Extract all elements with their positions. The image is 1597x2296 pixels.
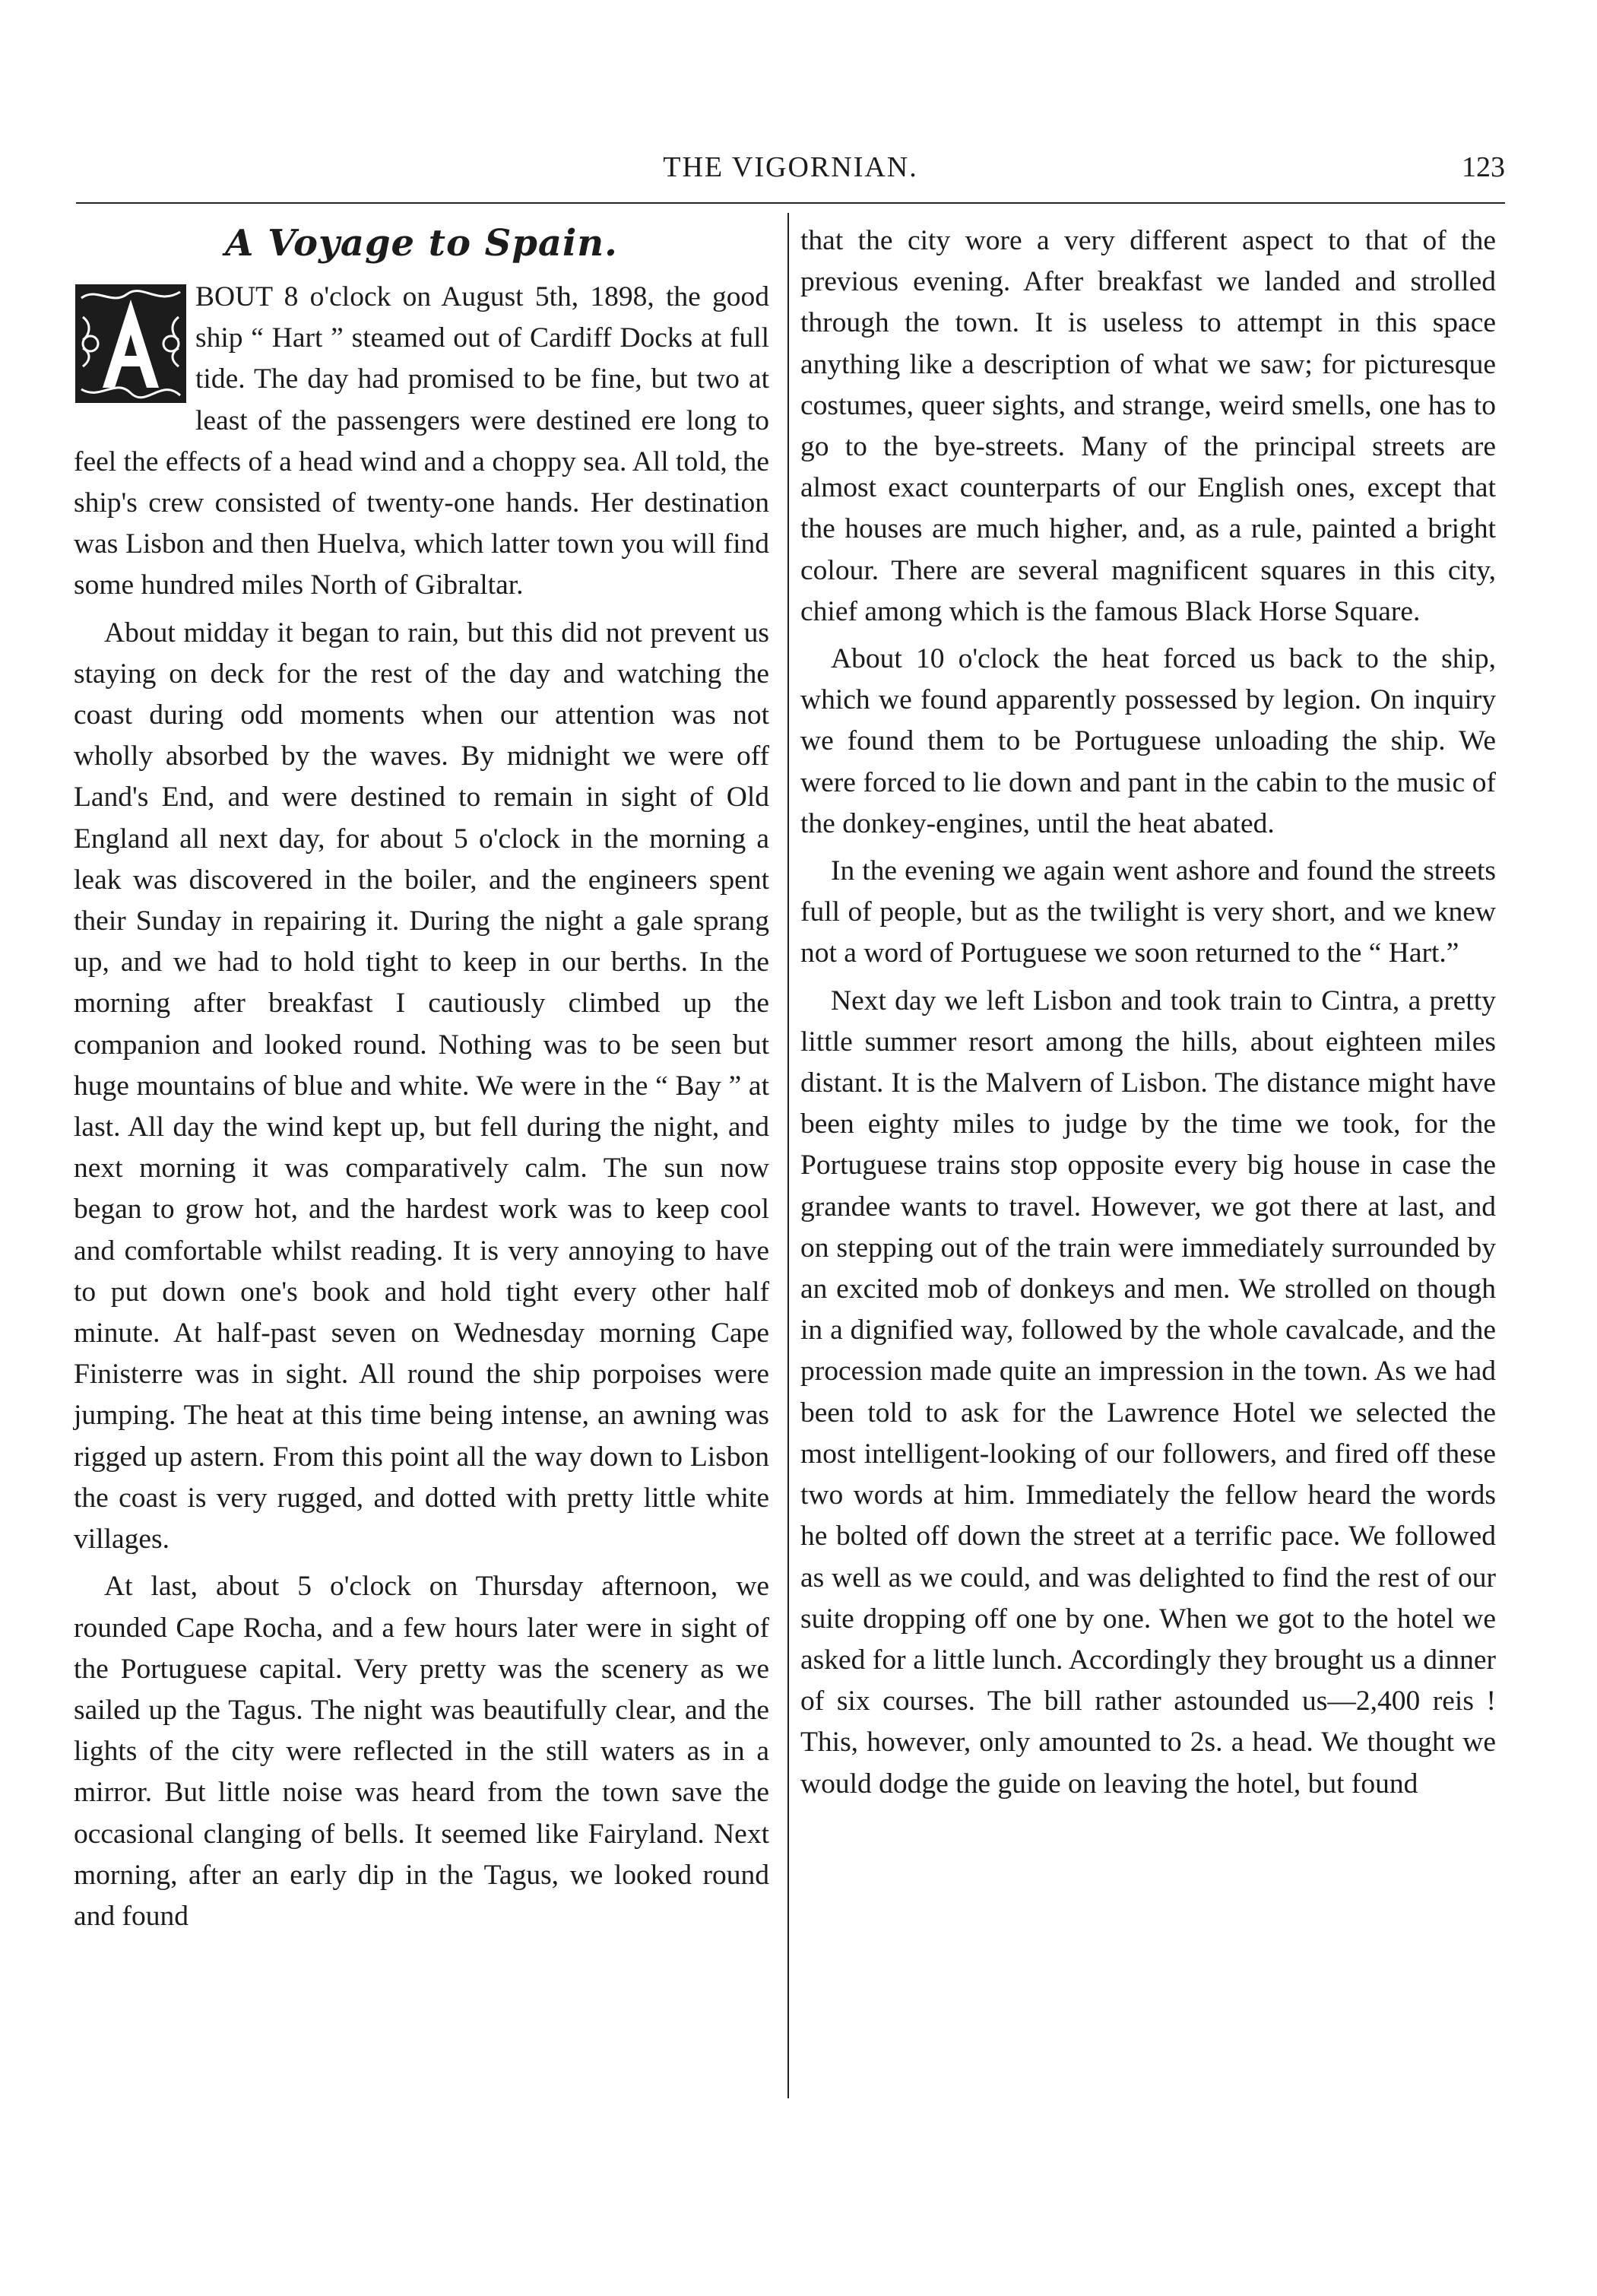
article-title: A Voyage to Spain. (225, 222, 618, 265)
column-divider (787, 213, 789, 2098)
paragraph: About 10 o'clock the heat forced us back to the ship, which we found apparently possessed by legion. On inquiry we found them to be Portuguese unloading the ship. We were forced to lie down and pant in the cabin to the music of the donkey-engines, until the heat abated. (800, 643, 1496, 839)
ornamental-drop-cap-icon (74, 283, 188, 404)
paragraph: Next day we left Lisbon and took train to Cintra, a pretty little summer resort among the hills, about eighteen miles distant. It is the Malvern of Lisbon. The distance might have been eighty miles to judge by the time we took, for the Portuguese trains stop opposite every big house in case the grandee wants to travel. However, we got there at last, and on stepping out of the train were immediately surrounded by an excited mob of donkeys and men. We strolled on though in a dignified way, followed by the whole cavalcade, and the procession made quite an impression in the town. As we had been told to ask for the Lawrence Hotel we selected the most intelligent-looking of our followers, and fired off these two words at him. Immediately the fellow heard the words he bolted off down the street at a terrific pace. We followed as well as we could, and was delighted to find the rest of our suite dropping off one by one. When we got to the hotel we asked for a little lunch. Accordingly they brought us a dinner of six courses. The bill rather astounded us—2,400 reis ! This, however, only amounted to 2s. a head. We thought we would dodge the guide on leaving the hotel, but found (800, 985, 1496, 1800)
paragraph: At last, about 5 o'clock on Thursday afternoon, we rounded Cape Rocha, and a few hours later were in sight of the Portuguese capital. Very pretty was the scenery as we sailed up the Tagus. The night was beautifully clear, and the lights of the city were reflected in the still waters as in a mirror. But little noise was heard from the town save the occasional clanging of bells. It seemed like Fairyland. Next morning, after an early dip in the Tagus, we looked round and found (74, 1571, 769, 1932)
right-column (800, 220, 1496, 1811)
running-title: THE VIGORNIAN. (663, 151, 918, 183)
page-header (76, 151, 1505, 193)
paragraph: that the city wore a very different aspect to that of the previous evening. After breakfast we landed and strolled through the town. It is useless to attempt in this space anything like a description of what we saw; for picturesque costumes, queer sights, and strange, weird smells, one has to go to the bye-streets. Many of the principal streets are almost exact counterparts of our English ones, except that the houses are much higher, and, as a rule, painted a bright colour. There are several magnificent squares in this city, chief among which is the famous Black Horse Square. (800, 225, 1496, 627)
paragraph: In the evening we again went ashore and found the streets full of people, but as the twilight is very short, and we knew not a word of Portuguese we soon returned to the “ Hart.” (800, 855, 1496, 969)
header-rule (76, 202, 1505, 204)
paragraph: About midday it began to rain, but this did not prevent us staying on deck for the rest of the day and watching the coast during odd moments when our attention was not wholly absorbed by the waves. By midnight we were off Land's End, and were destined to remain in sight of Old England all next day, for about 5 o'clock in the morning a leak was discovered in the boiler, and the engineers spent their Sunday in repairing it. During the night a gale sprang up, and we had to hold tight to keep in our berths. In the morning after breakfast I cautiously climbed up the companion and looked round. Nothing was to be seen but huge mountains of blue and white. We were in the “ Bay ” at last. All day the wind kept up, but fell during the night, and next morning it was comparatively calm. The sun now began to grow hot, and the hardest work was to keep cool and comfortable whilst reading. It is very annoying to have to put down one's book and hold tight every other half minute. At half-past seven on Wednesday morning Cape Finisterre was in sight. All round the ship porpoises were jumping. The heat at this time being intense, an awning was rigged up astern. From this point all the way down to Lisbon the coast is very rugged, and dotted with pretty little white villages. (74, 617, 769, 1556)
left-column (74, 220, 769, 1943)
paragraph: BOUT 8 o'clock on August 5th, 1898, the good ship “ Hart ” steamed out of Cardiff Docks at full tide. The day had promised to be fine, but two at least of the passengers were destined ere long to feel the effects of a head wind and a choppy sea. All told, the ship's crew consisted of twenty-one hands. Her destination was Lisbon and then Huelva, which latter town you will find some hundred miles North of Gibraltar. (74, 281, 769, 601)
page-number: 123 (1462, 151, 1505, 183)
